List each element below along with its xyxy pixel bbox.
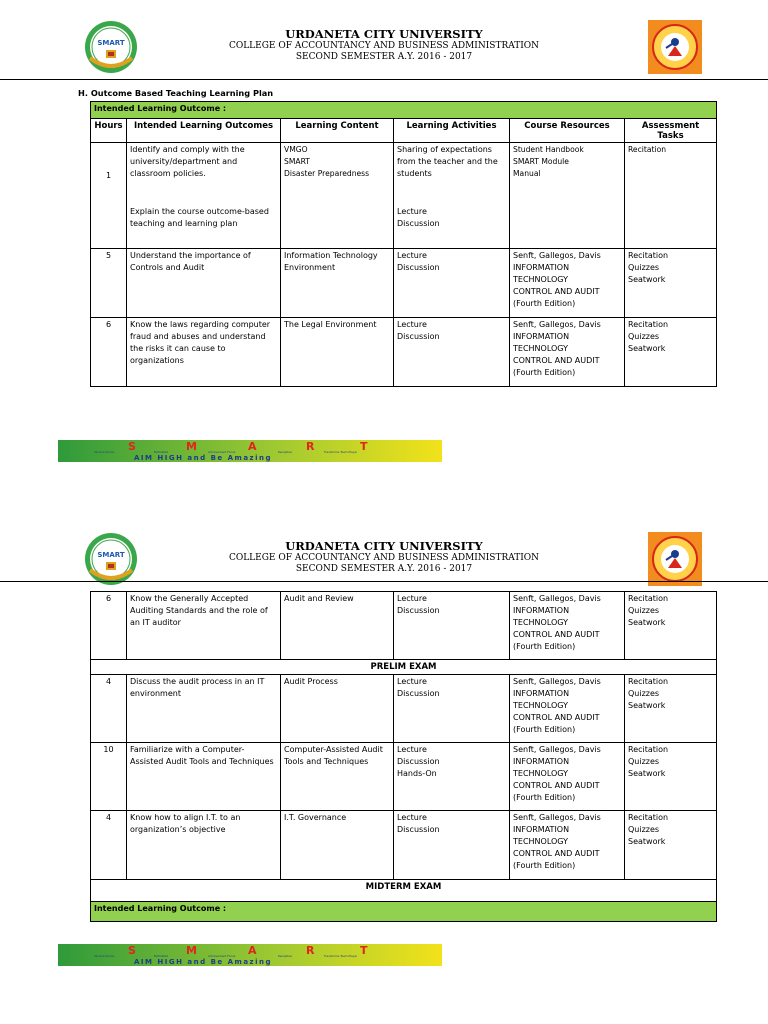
assessment-line: Quizzes (628, 757, 660, 766)
assessment-cell (625, 675, 717, 743)
resource-line: TECHNOLOGY (513, 837, 568, 846)
hours-cell: 6 (91, 592, 127, 660)
page-header (0, 512, 768, 592)
assessment-line: Seatwork (628, 837, 666, 846)
content-line: I.T. Governance (284, 813, 347, 822)
activity-line: Hands-On (397, 769, 437, 778)
resource-line: (Fourth Edition) (513, 642, 576, 651)
banner-word: Transforms Team Player (324, 954, 358, 958)
activity-line: Discussion (397, 606, 440, 615)
resource-line: Senft, Gallegos, Davis (513, 745, 601, 754)
banner-word: Achievement Focus (208, 450, 236, 454)
column-header-row (91, 119, 717, 143)
assessment-line: Seatwork (628, 618, 666, 627)
banner-letter: S (128, 944, 136, 957)
content-line: Computer-Assisted Audit Tools and Techniques (284, 745, 383, 766)
assessment-line: Seatwork (628, 769, 666, 778)
resource-line: (Fourth Edition) (513, 299, 576, 308)
banner-letter: R (306, 440, 315, 453)
outcomes-cell (127, 143, 281, 249)
college-emblem-logo (648, 532, 702, 586)
resource-line: TECHNOLOGY (513, 618, 568, 627)
assessment-line: Quizzes (628, 332, 660, 341)
resources-cell (510, 143, 625, 249)
resources-cell (510, 675, 625, 743)
table-row (91, 743, 717, 811)
resource-line: CONTROL AND AUDIT (513, 781, 600, 790)
assessment-line: Recitation (628, 677, 669, 686)
smart-seal-logo (84, 20, 138, 74)
col-header-assessment: Assessment Tasks (625, 119, 717, 143)
outcomes-cell (127, 318, 281, 387)
activity-line: Lecture (397, 594, 427, 603)
resource-line: INFORMATION (513, 263, 570, 272)
table-row (91, 592, 717, 660)
obtl-table-page-1 (90, 101, 717, 387)
table-row (91, 811, 717, 880)
logo-smart-text: SMART (97, 39, 125, 47)
assessment-cell (625, 811, 717, 880)
content-line: Audit Process (284, 677, 338, 686)
banner-letter: M (186, 440, 197, 453)
banner-word: Motivated (154, 450, 168, 454)
content-line: Audit and Review (284, 594, 354, 603)
table-row (91, 249, 717, 318)
ilo-label: Intended Learning Outcome : (91, 102, 717, 119)
banner-letter: A (248, 944, 257, 957)
content-cell (281, 249, 394, 318)
outcomes-cell (127, 743, 281, 811)
activities-cell (394, 675, 510, 743)
activity-line: Lecture (397, 207, 427, 216)
activities-cell (394, 811, 510, 880)
resource-line: CONTROL AND AUDIT (513, 630, 600, 639)
resource-line: (Fourth Edition) (513, 793, 576, 802)
resource-line: Senft, Gallegos, Davis (513, 813, 601, 822)
assessment-line: Quizzes (628, 689, 660, 698)
exam-row (91, 660, 717, 675)
logo-smart-text: SMART (97, 551, 125, 559)
resource-line: Manual (513, 169, 541, 178)
content-line: The Legal Environment (284, 320, 377, 329)
smart-seal-logo (84, 532, 138, 586)
banner-word: Transforms Team Player (324, 450, 358, 454)
resource-line: CONTROL AND AUDIT (513, 287, 600, 296)
assessment-line: Quizzes (628, 263, 660, 272)
resources-cell (510, 592, 625, 660)
col-header-content: Learning Content (281, 119, 394, 143)
content-line: Information Technology Environment (284, 251, 378, 272)
prelim-exam-label: PRELIM EXAM (91, 660, 717, 675)
banner-word: Receptive (278, 954, 292, 958)
activities-cell (394, 592, 510, 660)
resource-line: Senft, Gallegos, Davis (513, 677, 601, 686)
activity-line: Lecture (397, 813, 427, 822)
activity-line: Discussion (397, 689, 440, 698)
outcomes-cell (127, 675, 281, 743)
outcome-text: Know how to align I.T. to an organization’s objective (130, 813, 241, 834)
page-header (0, 0, 768, 80)
assessment-line: Recitation (628, 145, 667, 154)
college-name: COLLEGE OF ACCOUNTANCY AND BUSINESS ADMINISTRATION (228, 41, 540, 51)
col-header-resources: Course Resources (510, 119, 625, 143)
content-line: SMART (284, 157, 310, 166)
resource-line: (Fourth Edition) (513, 725, 576, 734)
banner-letter: S (128, 440, 136, 453)
resources-cell (510, 811, 625, 880)
outcome-text: Know the laws regarding computer fraud and abuses and understand the risks it can cause to organizations (130, 320, 271, 365)
semester-label: SECOND SEMESTER A.Y. 2016 - 2017 (295, 564, 473, 574)
resource-line: INFORMATION (513, 689, 570, 698)
exam-row (91, 880, 717, 902)
banner-letter: T (360, 944, 368, 957)
college-emblem-logo (648, 20, 702, 74)
resource-line: TECHNOLOGY (513, 701, 568, 710)
college-name: COLLEGE OF ACCOUNTANCY AND BUSINESS ADMINISTRATION (228, 553, 540, 563)
resource-line: INFORMATION (513, 606, 570, 615)
assessment-cell (625, 743, 717, 811)
hours-cell: 6 (91, 318, 127, 387)
content-cell (281, 811, 394, 880)
col-header-activities: Learning Activities (394, 119, 510, 143)
resources-cell (510, 743, 625, 811)
resource-line: Student Handbook (513, 145, 584, 154)
assessment-line: Seatwork (628, 344, 666, 353)
assessment-line: Seatwork (628, 275, 666, 284)
obtl-table-page-2 (90, 591, 717, 922)
assessment-cell (625, 143, 717, 249)
col-header-outcomes: Intended Learning Outcomes (127, 119, 281, 143)
banner-word: Receptive (278, 450, 292, 454)
resource-line: INFORMATION (513, 332, 570, 341)
header-divider (0, 581, 768, 582)
hours-cell: 10 (91, 743, 127, 811)
resource-line: Senft, Gallegos, Davis (513, 594, 601, 603)
activities-cell (394, 743, 510, 811)
hours-cell: 4 (91, 811, 127, 880)
hours-cell: 4 (91, 675, 127, 743)
header-text-block (180, 28, 588, 63)
table-row (91, 675, 717, 743)
resource-line: CONTROL AND AUDIT (513, 849, 600, 858)
resource-line: Senft, Gallegos, Davis (513, 251, 601, 260)
smart-banner (58, 944, 442, 966)
activity-line: Lecture (397, 745, 427, 754)
university-name: URDANETA CITY UNIVERSITY (285, 539, 483, 553)
activity-line: Discussion (397, 825, 440, 834)
activities-cell (394, 143, 510, 249)
resource-line: INFORMATION (513, 757, 570, 766)
midterm-exam-label: MIDTERM EXAM (91, 880, 717, 902)
assessment-line: Recitation (628, 320, 669, 329)
resources-cell (510, 318, 625, 387)
banner-letter: R (306, 944, 315, 957)
assessment-line: Recitation (628, 813, 669, 822)
assessment-line: Recitation (628, 594, 669, 603)
banner-word: Service Driven (94, 954, 115, 958)
ilo-label: Intended Learning Outcome : (91, 902, 717, 922)
activity-line: Discussion (397, 757, 440, 766)
resource-line: TECHNOLOGY (513, 769, 568, 778)
resource-line: (Fourth Edition) (513, 368, 576, 377)
content-line: VMGO (284, 145, 308, 154)
resource-line: CONTROL AND AUDIT (513, 713, 600, 722)
outcome-text: Understand the importance of Controls and Audit (130, 251, 251, 272)
assessment-cell (625, 318, 717, 387)
resource-line: TECHNOLOGY (513, 344, 568, 353)
content-line: Disaster Preparedness (284, 169, 370, 178)
activity-line: Lecture (397, 251, 427, 260)
assessment-cell (625, 592, 717, 660)
assessment-line: Recitation (628, 251, 669, 260)
hours-cell: 5 (91, 249, 127, 318)
activity-line: Discussion (397, 263, 440, 272)
resources-cell (510, 249, 625, 318)
section-title: H. Outcome Based Teaching Learning Plan (78, 88, 274, 98)
table-row (91, 143, 717, 249)
assessment-line: Quizzes (628, 606, 660, 615)
ilo-header-row (91, 102, 717, 119)
content-cell (281, 318, 394, 387)
activity-line: Discussion (397, 332, 440, 341)
smart-banner (58, 440, 442, 462)
banner-slogan: AIM HIGH and Be Amazing (134, 454, 273, 462)
outcome-text: Familiarize with a Computer-Assisted Audit Tools and Techniques (130, 745, 274, 766)
resource-line: INFORMATION (513, 825, 570, 834)
banner-letter: M (186, 944, 197, 957)
resource-line: TECHNOLOGY (513, 275, 568, 284)
activity-line: Lecture (397, 320, 427, 329)
outcome-text: Know the Generally Accepted Auditing Standards and the role of an IT auditor (130, 594, 268, 627)
semester-label: SECOND SEMESTER A.Y. 2016 - 2017 (295, 52, 473, 62)
banner-slogan: AIM HIGH and Be Amazing (134, 958, 273, 966)
activities-cell (394, 318, 510, 387)
resource-line: Senft, Gallegos, Davis (513, 320, 601, 329)
table-row (91, 318, 717, 387)
content-cell (281, 143, 394, 249)
header-text-block (180, 540, 588, 575)
banner-letter: T (360, 440, 368, 453)
content-cell (281, 675, 394, 743)
outcome-text: Identify and comply with the university/department and classroom policies. (130, 145, 245, 178)
outcomes-cell (127, 811, 281, 880)
assessment-line: Recitation (628, 745, 669, 754)
hours-cell: 1 (91, 143, 127, 249)
activity-line: Sharing of expectations from the teacher and the students (397, 145, 498, 178)
col-header-hours: Hours (91, 119, 127, 143)
activities-cell (394, 249, 510, 318)
activity-line: Discussion (397, 219, 440, 228)
resource-line: CONTROL AND AUDIT (513, 356, 600, 365)
resource-line: SMART Module (513, 157, 569, 166)
banner-word: Achievement Focus (208, 954, 236, 958)
content-cell (281, 743, 394, 811)
banner-letter: A (248, 440, 257, 453)
banner-word: Motivated (154, 954, 168, 958)
assessment-line: Seatwork (628, 701, 666, 710)
ilo-header-row (91, 902, 717, 922)
activity-line: Lecture (397, 677, 427, 686)
university-name: URDANETA CITY UNIVERSITY (285, 27, 483, 41)
banner-word: Service Driven (94, 450, 115, 454)
outcome-text: Discuss the audit process in an IT environment (130, 677, 265, 698)
resource-line: (Fourth Edition) (513, 861, 576, 870)
outcome-text: Explain the course outcome-based teaching and learning plan (130, 207, 269, 228)
outcomes-cell (127, 249, 281, 318)
assessment-line: Quizzes (628, 825, 660, 834)
assessment-cell (625, 249, 717, 318)
header-divider (0, 79, 768, 80)
content-cell (281, 592, 394, 660)
outcomes-cell (127, 592, 281, 660)
